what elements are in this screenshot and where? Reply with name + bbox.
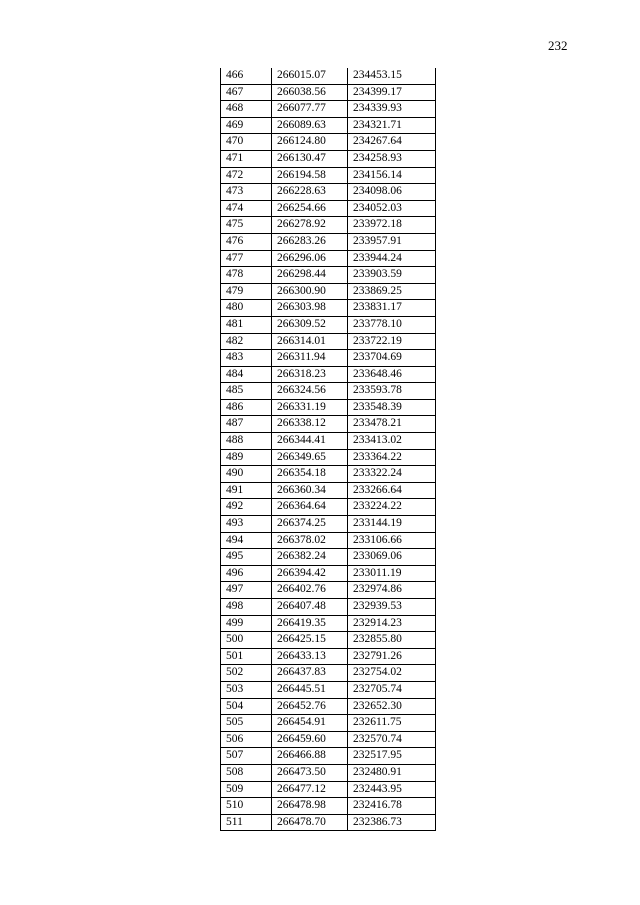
x-coordinate-cell: 266382.24 xyxy=(272,549,348,566)
x-coordinate-cell: 266228.63 xyxy=(272,184,348,201)
table-row xyxy=(221,333,436,350)
table-row xyxy=(221,267,436,284)
table-row xyxy=(221,300,436,317)
y-coordinate-cell: 233478.21 xyxy=(348,416,436,433)
x-coordinate-cell: 266130.47 xyxy=(272,150,348,167)
y-coordinate-cell: 233069.06 xyxy=(348,549,436,566)
table-row xyxy=(221,366,436,383)
table-row xyxy=(221,68,436,84)
point-number-cell: 489 xyxy=(221,449,272,466)
x-coordinate-cell: 266015.07 xyxy=(272,68,348,84)
point-number-cell: 493 xyxy=(221,516,272,533)
point-number-cell: 510 xyxy=(221,798,272,815)
x-coordinate-cell: 266344.41 xyxy=(272,433,348,450)
y-coordinate-cell: 233778.10 xyxy=(348,316,436,333)
y-coordinate-cell: 232705.74 xyxy=(348,681,436,698)
x-coordinate-cell: 266478.98 xyxy=(272,798,348,815)
y-coordinate-cell: 233011.19 xyxy=(348,565,436,582)
x-coordinate-cell: 266278.92 xyxy=(272,217,348,234)
table-row xyxy=(221,383,436,400)
x-coordinate-cell: 266433.13 xyxy=(272,648,348,665)
page-number: 232 xyxy=(548,38,568,53)
y-coordinate-cell: 232791.26 xyxy=(348,648,436,665)
point-number-cell: 499 xyxy=(221,615,272,632)
point-number-cell: 467 xyxy=(221,84,272,101)
table-row xyxy=(221,184,436,201)
point-number-cell: 471 xyxy=(221,150,272,167)
y-coordinate-cell: 233224.22 xyxy=(348,499,436,516)
point-number-cell: 504 xyxy=(221,698,272,715)
y-coordinate-cell: 233831.17 xyxy=(348,300,436,317)
x-coordinate-cell: 266300.90 xyxy=(272,283,348,300)
coordinates-table xyxy=(220,68,436,831)
point-number-cell: 480 xyxy=(221,300,272,317)
x-coordinate-cell: 266374.25 xyxy=(272,516,348,533)
point-number-cell: 481 xyxy=(221,316,272,333)
point-number-cell: 486 xyxy=(221,399,272,416)
x-coordinate-cell: 266296.06 xyxy=(272,250,348,267)
y-coordinate-cell: 233106.66 xyxy=(348,532,436,549)
table-row xyxy=(221,798,436,815)
point-number-cell: 508 xyxy=(221,764,272,781)
table-row xyxy=(221,84,436,101)
y-coordinate-cell: 232914.23 xyxy=(348,615,436,632)
table-row xyxy=(221,731,436,748)
y-coordinate-cell: 232974.86 xyxy=(348,582,436,599)
table-row xyxy=(221,632,436,649)
table-row xyxy=(221,233,436,250)
y-coordinate-cell: 234098.06 xyxy=(348,184,436,201)
point-number-cell: 484 xyxy=(221,366,272,383)
point-number-cell: 498 xyxy=(221,599,272,616)
y-coordinate-cell: 233972.18 xyxy=(348,217,436,234)
table-row xyxy=(221,433,436,450)
table-row xyxy=(221,532,436,549)
table-row xyxy=(221,599,436,616)
table-row xyxy=(221,781,436,798)
y-coordinate-cell: 234321.71 xyxy=(348,117,436,134)
point-number-cell: 485 xyxy=(221,383,272,400)
y-coordinate-cell: 232480.91 xyxy=(348,764,436,781)
x-coordinate-cell: 266425.15 xyxy=(272,632,348,649)
y-coordinate-cell: 233648.46 xyxy=(348,366,436,383)
x-coordinate-cell: 266124.80 xyxy=(272,134,348,151)
point-number-cell: 505 xyxy=(221,715,272,732)
point-number-cell: 478 xyxy=(221,267,272,284)
y-coordinate-cell: 233413.02 xyxy=(348,433,436,450)
point-number-cell: 488 xyxy=(221,433,272,450)
y-coordinate-cell: 233944.24 xyxy=(348,250,436,267)
table-row xyxy=(221,516,436,533)
point-number-cell: 496 xyxy=(221,565,272,582)
table-row xyxy=(221,748,436,765)
y-coordinate-cell: 233266.64 xyxy=(348,482,436,499)
point-number-cell: 483 xyxy=(221,350,272,367)
point-number-cell: 482 xyxy=(221,333,272,350)
table-row xyxy=(221,814,436,831)
point-number-cell: 472 xyxy=(221,167,272,184)
x-coordinate-cell: 266303.98 xyxy=(272,300,348,317)
y-coordinate-cell: 232570.74 xyxy=(348,731,436,748)
x-coordinate-cell: 266354.18 xyxy=(272,466,348,483)
x-coordinate-cell: 266407.48 xyxy=(272,599,348,616)
y-coordinate-cell: 232939.53 xyxy=(348,599,436,616)
table-row xyxy=(221,665,436,682)
x-coordinate-cell: 266318.23 xyxy=(272,366,348,383)
table-row xyxy=(221,416,436,433)
table-row xyxy=(221,150,436,167)
point-number-cell: 502 xyxy=(221,665,272,682)
table-row xyxy=(221,200,436,217)
table-row xyxy=(221,117,436,134)
y-coordinate-cell: 233144.19 xyxy=(348,516,436,533)
point-number-cell: 503 xyxy=(221,681,272,698)
table-row xyxy=(221,715,436,732)
x-coordinate-cell: 266478.70 xyxy=(272,814,348,831)
table-row xyxy=(221,316,436,333)
y-coordinate-cell: 233957.91 xyxy=(348,233,436,250)
table-row xyxy=(221,565,436,582)
y-coordinate-cell: 232652.30 xyxy=(348,698,436,715)
point-number-cell: 509 xyxy=(221,781,272,798)
point-number-cell: 491 xyxy=(221,482,272,499)
x-coordinate-cell: 266194.58 xyxy=(272,167,348,184)
point-number-cell: 479 xyxy=(221,283,272,300)
table-row xyxy=(221,764,436,781)
x-coordinate-cell: 266452.76 xyxy=(272,698,348,715)
table-row xyxy=(221,250,436,267)
y-coordinate-cell: 232443.95 xyxy=(348,781,436,798)
x-coordinate-cell: 266324.56 xyxy=(272,383,348,400)
table-row xyxy=(221,482,436,499)
x-coordinate-cell: 266364.64 xyxy=(272,499,348,516)
point-number-cell: 492 xyxy=(221,499,272,516)
x-coordinate-cell: 266309.52 xyxy=(272,316,348,333)
table-row xyxy=(221,283,436,300)
point-number-cell: 487 xyxy=(221,416,272,433)
x-coordinate-cell: 266477.12 xyxy=(272,781,348,798)
x-coordinate-cell: 266402.76 xyxy=(272,582,348,599)
y-coordinate-cell: 234052.03 xyxy=(348,200,436,217)
y-coordinate-cell: 233722.19 xyxy=(348,333,436,350)
point-number-cell: 495 xyxy=(221,549,272,566)
x-coordinate-cell: 266254.66 xyxy=(272,200,348,217)
point-number-cell: 511 xyxy=(221,814,272,831)
y-coordinate-cell: 232855.80 xyxy=(348,632,436,649)
table-row xyxy=(221,399,436,416)
y-coordinate-cell: 234339.93 xyxy=(348,101,436,118)
y-coordinate-cell: 232754.02 xyxy=(348,665,436,682)
table-row xyxy=(221,134,436,151)
x-coordinate-cell: 266298.44 xyxy=(272,267,348,284)
y-coordinate-cell: 234453.15 xyxy=(348,68,436,84)
x-coordinate-cell: 266459.60 xyxy=(272,731,348,748)
x-coordinate-cell: 266454.91 xyxy=(272,715,348,732)
table-row xyxy=(221,167,436,184)
y-coordinate-cell: 233548.39 xyxy=(348,399,436,416)
x-coordinate-cell: 266466.88 xyxy=(272,748,348,765)
y-coordinate-cell: 234156.14 xyxy=(348,167,436,184)
point-number-cell: 474 xyxy=(221,200,272,217)
point-number-cell: 469 xyxy=(221,117,272,134)
y-coordinate-cell: 232386.73 xyxy=(348,814,436,831)
point-number-cell: 507 xyxy=(221,748,272,765)
table-row xyxy=(221,582,436,599)
y-coordinate-cell: 234399.17 xyxy=(348,84,436,101)
x-coordinate-cell: 266038.56 xyxy=(272,84,348,101)
point-number-cell: 468 xyxy=(221,101,272,118)
y-coordinate-cell: 233364.22 xyxy=(348,449,436,466)
table-row xyxy=(221,681,436,698)
table-row xyxy=(221,101,436,118)
point-number-cell: 501 xyxy=(221,648,272,665)
table-row xyxy=(221,350,436,367)
x-coordinate-cell: 266338.12 xyxy=(272,416,348,433)
y-coordinate-cell: 233869.25 xyxy=(348,283,436,300)
x-coordinate-cell: 266089.63 xyxy=(272,117,348,134)
y-coordinate-cell: 232416.78 xyxy=(348,798,436,815)
x-coordinate-cell: 266437.83 xyxy=(272,665,348,682)
x-coordinate-cell: 266314.01 xyxy=(272,333,348,350)
y-coordinate-cell: 232611.75 xyxy=(348,715,436,732)
y-coordinate-cell: 232517.95 xyxy=(348,748,436,765)
point-number-cell: 470 xyxy=(221,134,272,151)
x-coordinate-cell: 266473.50 xyxy=(272,764,348,781)
x-coordinate-cell: 266360.34 xyxy=(272,482,348,499)
x-coordinate-cell: 266445.51 xyxy=(272,681,348,698)
x-coordinate-cell: 266394.42 xyxy=(272,565,348,582)
point-number-cell: 506 xyxy=(221,731,272,748)
point-number-cell: 497 xyxy=(221,582,272,599)
x-coordinate-cell: 266419.35 xyxy=(272,615,348,632)
point-number-cell: 475 xyxy=(221,217,272,234)
x-coordinate-cell: 266378.02 xyxy=(272,532,348,549)
point-number-cell: 466 xyxy=(221,68,272,84)
point-number-cell: 477 xyxy=(221,250,272,267)
table-row xyxy=(221,549,436,566)
point-number-cell: 500 xyxy=(221,632,272,649)
point-number-cell: 494 xyxy=(221,532,272,549)
y-coordinate-cell: 233704.69 xyxy=(348,350,436,367)
x-coordinate-cell: 266349.65 xyxy=(272,449,348,466)
point-number-cell: 476 xyxy=(221,233,272,250)
table-row xyxy=(221,698,436,715)
coordinates-table-body xyxy=(221,68,436,831)
y-coordinate-cell: 233903.59 xyxy=(348,267,436,284)
table-row xyxy=(221,217,436,234)
table-row xyxy=(221,499,436,516)
y-coordinate-cell: 233322.24 xyxy=(348,466,436,483)
x-coordinate-cell: 266283.26 xyxy=(272,233,348,250)
point-number-cell: 473 xyxy=(221,184,272,201)
y-coordinate-cell: 233593.78 xyxy=(348,383,436,400)
table-row xyxy=(221,449,436,466)
y-coordinate-cell: 234267.64 xyxy=(348,134,436,151)
x-coordinate-cell: 266311.94 xyxy=(272,350,348,367)
y-coordinate-cell: 234258.93 xyxy=(348,150,436,167)
point-number-cell: 490 xyxy=(221,466,272,483)
table-row xyxy=(221,466,436,483)
table-row xyxy=(221,615,436,632)
table-row xyxy=(221,648,436,665)
x-coordinate-cell: 266077.77 xyxy=(272,101,348,118)
x-coordinate-cell: 266331.19 xyxy=(272,399,348,416)
